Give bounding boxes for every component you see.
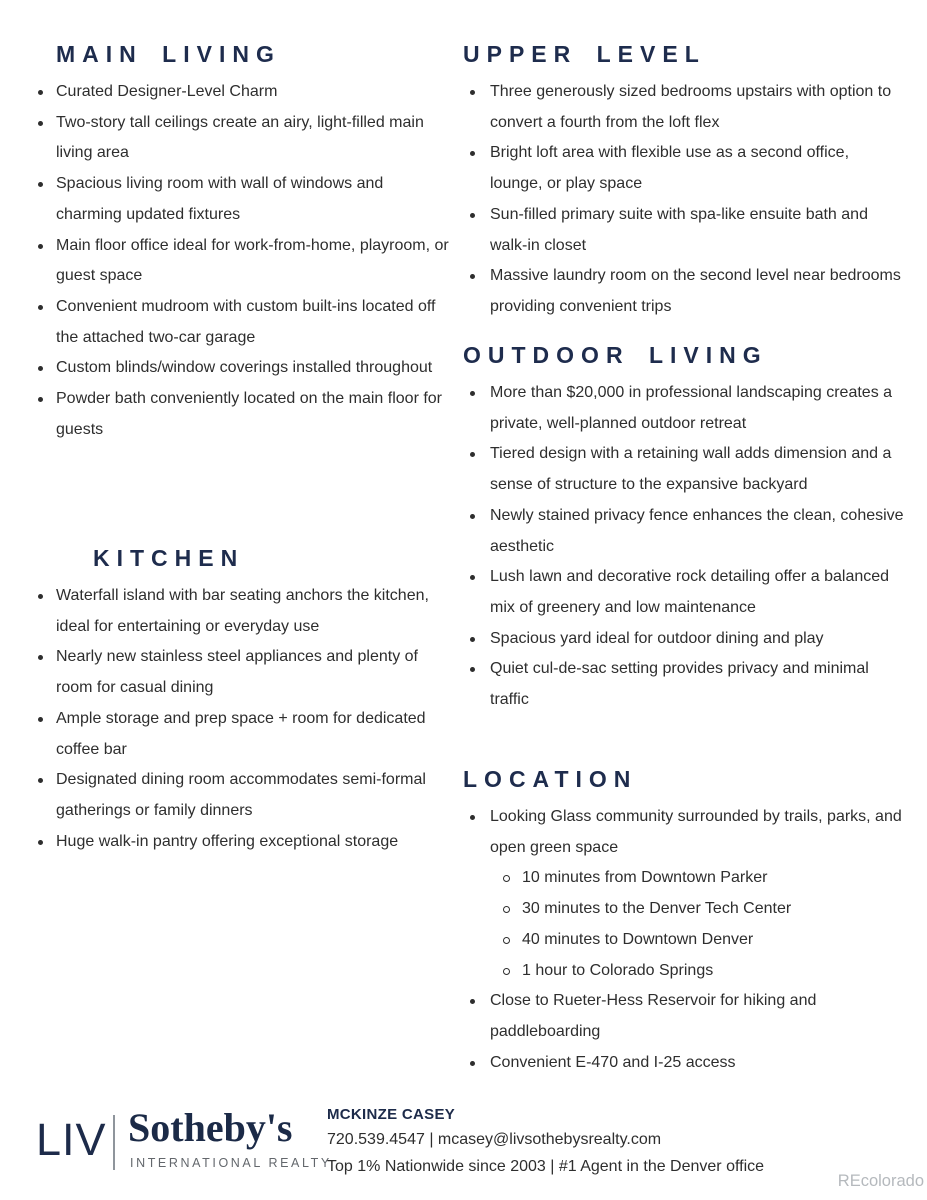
- list-item: [56, 827, 450, 858]
- list-item: [56, 169, 450, 230]
- bullet-dot-icon: [38, 305, 43, 310]
- sub-list-item: [522, 956, 904, 987]
- recolorado-watermark: REcolorado: [837, 1172, 924, 1190]
- sub-list-item: [522, 863, 904, 894]
- bullet-dot-icon: [38, 717, 43, 722]
- bullet-dot-icon: [38, 121, 43, 126]
- bullet-dot-icon: [470, 514, 475, 519]
- bullet-dot-icon: [38, 244, 43, 249]
- sub-list-item: [522, 894, 904, 925]
- sub-list-item-text: 40 minutes to Downtown Denver: [522, 930, 754, 948]
- sub-list-item: [522, 925, 904, 956]
- sub-list-item-text: 1 hour to Colorado Springs: [522, 961, 714, 979]
- sothebys-sub-brand: INTERNATIONAL REALTY: [130, 1156, 332, 1170]
- list-item: [56, 765, 450, 826]
- list-item-text: Tiered design with a retaining wall adds dimension and a sense of structure to the expansive backyard: [490, 445, 892, 494]
- bullet-ring-icon: [503, 968, 510, 975]
- list-item-text: Spacious yard ideal for outdoor dining and play: [490, 629, 824, 647]
- bullet-dot-icon: [38, 840, 43, 845]
- bullet-ring-icon: [503, 875, 510, 882]
- list-item-text: Convenient E-470 and I-25 access: [490, 1053, 736, 1071]
- section-upper-level: [462, 39, 904, 323]
- bullet-dot-icon: [470, 815, 475, 820]
- section-title-kitchen: KITCHEN: [93, 545, 245, 571]
- list-item: [490, 624, 904, 655]
- upper-level-list: [462, 77, 904, 323]
- section-kitchen: [38, 543, 450, 857]
- list-item: [56, 642, 450, 703]
- list-item-text: Close to Rueter-Hess Reservoir for hiking and paddleboarding: [490, 992, 817, 1040]
- list-item: [490, 562, 904, 623]
- bullet-dot-icon: [470, 213, 475, 218]
- list-item: [490, 77, 904, 138]
- list-item-text: Convenient mudroom with custom built-ins located off the attached two-car garage: [56, 297, 436, 346]
- bullet-dot-icon: [470, 452, 475, 457]
- bullet-dot-icon: [470, 274, 475, 279]
- agent-name: MCKINZE CASEY: [327, 1106, 456, 1123]
- list-item: [56, 108, 450, 169]
- list-item: [490, 261, 904, 322]
- kitchen-list: [38, 581, 450, 857]
- main-living-list: [38, 77, 450, 445]
- list-item: [56, 353, 450, 384]
- bullet-dot-icon: [38, 90, 43, 95]
- agent-tagline: Top 1% Nationwide since 2003 | #1 Agent in the Denver office: [327, 1158, 765, 1175]
- list-item: [490, 802, 904, 986]
- bullet-dot-icon: [38, 778, 43, 783]
- list-item-text: Two-story tall ceilings create an airy, light-filled main living area: [56, 113, 424, 162]
- list-item-text: Looking Glass community surrounded by trails, parks, and open green space: [490, 808, 902, 856]
- list-item-text: Newly stained privacy fence enhances the clean, cohesive aesthetic: [490, 506, 904, 555]
- list-item-text: Curated Designer-Level Charm: [56, 83, 278, 100]
- list-item-text: Bright loft area with flexible use as a second office, lounge, or play space: [490, 144, 850, 193]
- list-item-text: Sun-filled primary suite with spa-like ensuite bath and walk-in closet: [490, 205, 868, 254]
- outdoor-living-list: [462, 378, 904, 716]
- location-list: [462, 802, 904, 1078]
- bullet-dot-icon: [470, 391, 475, 396]
- list-item-text: Quiet cul-de-sac setting provides privacy and minimal traffic: [490, 660, 869, 709]
- bullet-dot-icon: [470, 90, 475, 95]
- bullet-dot-icon: [38, 594, 43, 599]
- list-item: [56, 384, 450, 445]
- bullet-dot-icon: [470, 575, 475, 580]
- list-item: [56, 581, 450, 642]
- list-item: [490, 138, 904, 199]
- list-item: [56, 231, 450, 292]
- agent-contact: 720.539.4547 | mcasey@livsothebysrealty.com: [327, 1131, 662, 1148]
- section-location: [462, 764, 904, 1078]
- list-item-text: Designated dining room accommodates semi-formal gatherings or family dinners: [56, 771, 426, 819]
- bullet-dot-icon: [38, 655, 43, 660]
- list-item-text: Massive laundry room on the second level near bedrooms providing convenient trips: [490, 267, 901, 315]
- section-outdoor-living: [462, 340, 904, 716]
- bullet-dot-icon: [38, 182, 43, 187]
- bullet-dot-icon: [470, 667, 475, 672]
- list-item: [490, 1048, 904, 1079]
- section-title-upper-level: UPPER LEVEL: [463, 41, 706, 67]
- bullet-dot-icon: [470, 151, 475, 156]
- liv-logo: LIV: [36, 1114, 107, 1165]
- bullet-dot-icon: [38, 397, 43, 402]
- logo-divider: [113, 1115, 115, 1170]
- list-item-text: Nearly new stainless steel appliances and plenty of room for casual dining: [56, 648, 418, 697]
- list-item: [490, 378, 904, 439]
- list-item-text: Huge walk-in pantry offering exceptional storage: [56, 832, 399, 850]
- bullet-ring-icon: [503, 906, 510, 913]
- list-item-text: Waterfall island with bar seating anchors the kitchen, ideal for entertaining or everyday use: [56, 587, 429, 635]
- location-sublist: [490, 863, 904, 986]
- bullet-dot-icon: [470, 999, 475, 1004]
- list-item: [490, 200, 904, 261]
- list-item: [490, 986, 904, 1047]
- list-item: [490, 439, 904, 500]
- section-title-outdoor-living: OUTDOOR LIVING: [463, 342, 768, 368]
- list-item-text: Powder bath conveniently located on the main floor for guests: [56, 390, 443, 438]
- list-item: [56, 704, 450, 765]
- list-item-text: Lush lawn and decorative rock detailing offer a balanced mix of greenery and low maintenance: [490, 568, 890, 616]
- bullet-dot-icon: [470, 1061, 475, 1066]
- bullet-dot-icon: [470, 637, 475, 642]
- section-title-main-living: MAIN LIVING: [56, 41, 281, 67]
- section-main-living: [38, 39, 450, 445]
- list-item-text: More than $20,000 in professional landscaping creates a private, well-planned outdoor retreat: [490, 384, 893, 432]
- sothebys-logo: Sotheby's: [128, 1105, 293, 1150]
- bullet-ring-icon: [503, 937, 510, 944]
- list-item: [56, 292, 450, 353]
- list-item-text: Main floor office ideal for work-from-home, playroom, or guest space: [56, 236, 449, 285]
- section-title-location: LOCATION: [463, 766, 638, 792]
- list-item-text: Spacious living room with wall of windows and charming updated fixtures: [56, 175, 384, 223]
- list-item-text: Three generously sized bedrooms upstairs with option to convert a fourth from the loft flex: [490, 83, 892, 131]
- list-item: [490, 501, 904, 562]
- list-item-text: Ample storage and prep space + room for dedicated coffee bar: [56, 709, 426, 758]
- sub-list-item-text: 30 minutes to the Denver Tech Center: [522, 900, 792, 918]
- list-item: [56, 77, 450, 108]
- sub-list-item-text: 10 minutes from Downtown Parker: [522, 869, 768, 887]
- list-item-text: Custom blinds/window coverings installed throughout: [56, 359, 433, 377]
- bullet-dot-icon: [38, 366, 43, 371]
- list-item: [490, 654, 904, 715]
